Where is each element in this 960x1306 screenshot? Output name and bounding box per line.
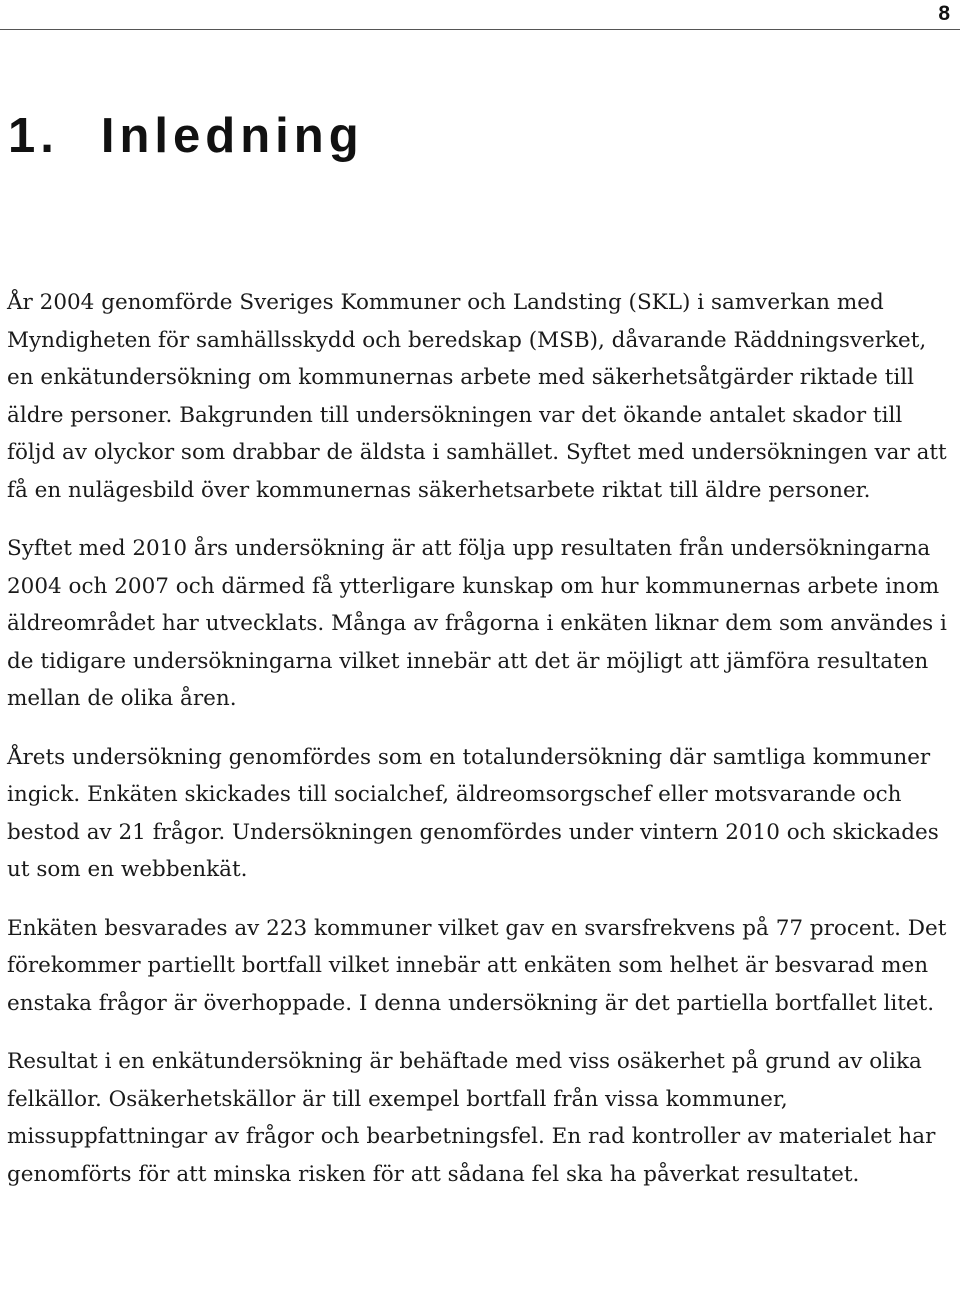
header-divider bbox=[0, 29, 960, 30]
paragraph: Årets undersökning genomfördes som en totalundersökning där samtliga kommuner ingick. Enkäten skickades till socialchef, äldreomsorgschef eller motsvarande och bestod av 21 frågor. Undersökningen genomfördes under vintern 2010 och skickades ut som en webbenkät. bbox=[7, 744, 939, 882]
paragraph: Syftet med 2010 års undersökning är att följa upp resultaten från undersökningarna 2004 och 2007 och därmed få ytterligare kunskap om hur kommunernas arbete inom äldreområdet har utvecklats. Många av frågorna i enkäten liknar dem som användes i de tidigare undersökningarna vilket innebär att det är möjligt att jämföra resultaten mellan de olika åren. bbox=[7, 536, 947, 711]
paragraph: Resultat i en enkätundersökning är behäftade med viss osäkerhet på grund av olika felkällor. Osäkerhetskällor är till exempel bortfall från vissa kommuner, missuppfattningar av frågor och bearbetningsfel. En rad kontroller av materialet har genomförts för att minska risken för att sådana fel ska ha påverkat resultatet. bbox=[7, 1049, 936, 1187]
paragraph: År 2004 genomförde Sveriges Kommuner och Landsting (SKL) i samverkan med Myndigheten för samhällsskydd och beredskap (MSB), dåvarande Räddningsverket, en enkätundersökning om kommunernas arbete med säkerhetsåtgärder riktade till äldre personer. Bakgrunden till undersökningen var det ökande antalet skador till följd av olyckor som drabbar de äldsta i samhället. Syftet med undersökningen var att få en nulägesbild över kommunernas säkerhetsarbete riktat till äldre personer. bbox=[7, 290, 947, 503]
page-number: 8 bbox=[938, 2, 950, 25]
body-text bbox=[7, 284, 947, 1214]
chapter-title bbox=[8, 108, 364, 164]
page-header bbox=[0, 0, 960, 30]
chapter-number: 1. bbox=[8, 109, 59, 163]
chapter-title-text: Inledning bbox=[100, 109, 364, 163]
paragraph: Enkäten besvarades av 223 kommuner vilket gav en svarsfrekvens på 77 procent. Det förekommer partiellt bortfall vilket innebär att enkäten som helhet är besvarad men enstaka frågor är överhoppade. I denna undersökning är det partiella bortfallet litet. bbox=[7, 915, 947, 1016]
